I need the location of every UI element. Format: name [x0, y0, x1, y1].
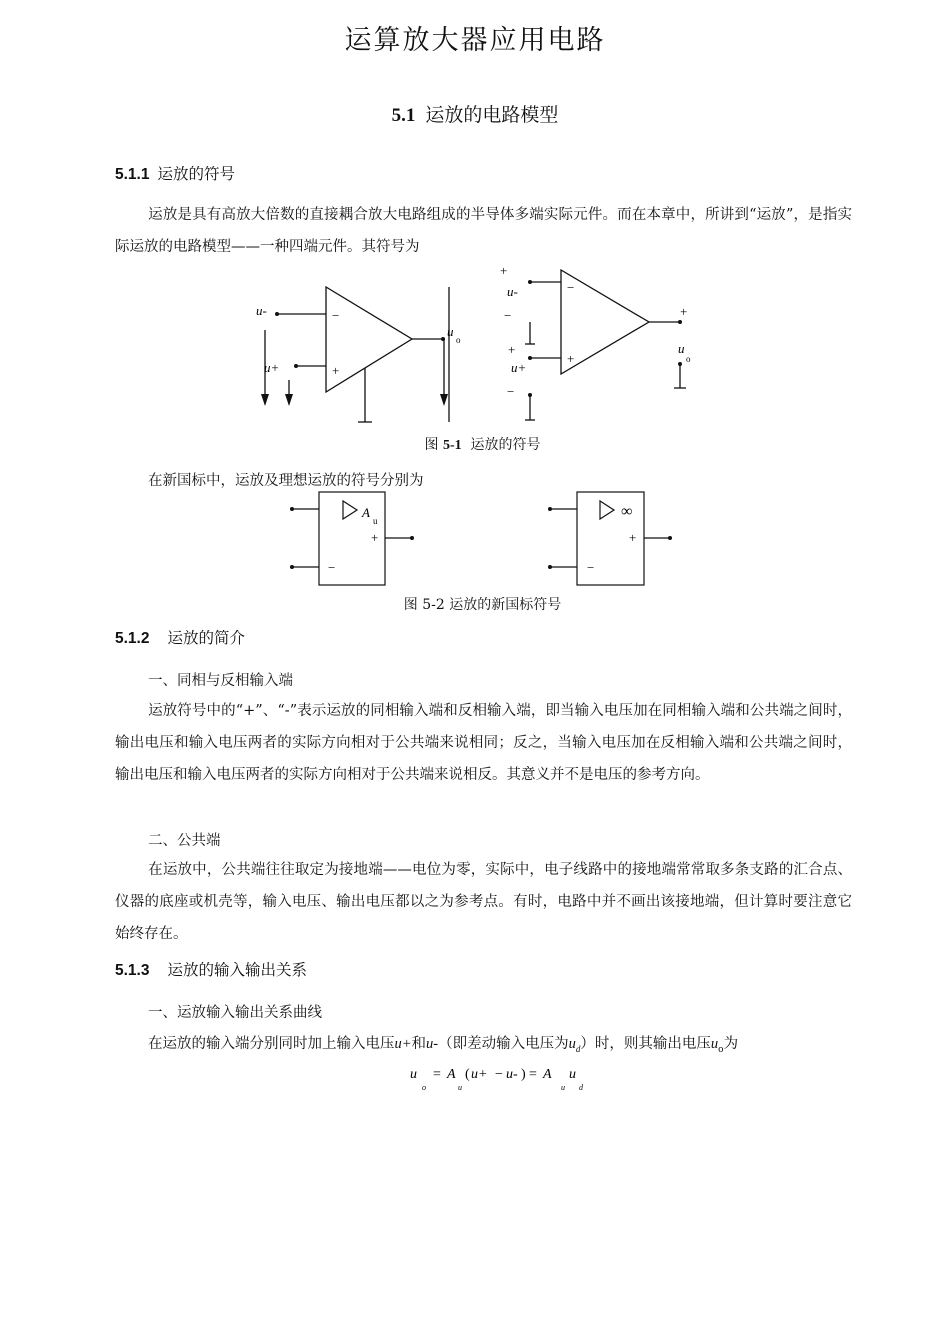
paragraph-io-relation: 在运放的输入端分别同时加上输入电压u+和u-（即差动输入电压为$u_d$）时，则其输出电压$u_o$为	[148, 1036, 739, 1055]
subsection-number: 5.1.3	[115, 962, 150, 979]
figure-5-1-caption: 图 5-1 运放的符号	[424, 437, 541, 453]
figure-5-1-opamp-symbols	[240, 262, 710, 432]
svg-text:=: =	[529, 1067, 537, 1082]
page-title: 运算放大器应用电路	[344, 25, 606, 56]
svg-text:−: −	[504, 308, 512, 323]
svg-text:d: d	[579, 1083, 583, 1092]
svg-text:u: u	[569, 1067, 576, 1082]
svg-text:+: +	[629, 530, 637, 545]
list-item-heading-1: 一、同相与反相输入端	[148, 673, 293, 689]
section-heading	[0, 100, 950, 127]
svg-text:−: −	[332, 308, 340, 323]
subsection-number: 5.1.1	[115, 166, 150, 183]
svg-text:(: (	[465, 1067, 470, 1082]
svg-text:u+: u+	[471, 1067, 488, 1082]
formula-output-voltage	[405, 1062, 595, 1096]
figure-5-2-caption: 图 5-2 运放的新国标符号	[403, 597, 562, 613]
list-item-heading-2: 二、公共端	[148, 833, 221, 849]
svg-text:u: u	[458, 1083, 462, 1092]
paragraph-intro: 运放是具有高放大倍数的直接耦合放大电路组成的半导体多端实际元件。而在本章中，所讲到“运放”，是指实际运放的电路模型——一种四端元件。其符号为	[115, 207, 852, 255]
svg-text:o: o	[686, 354, 691, 364]
svg-text:+: +	[680, 304, 688, 319]
svg-text:A: A	[362, 505, 370, 520]
figure-5-2-new-standard-symbols	[280, 488, 680, 590]
subsection-heading-513	[115, 958, 307, 980]
paragraph-input-terminals: 运放符号中的“+”、“-”表示运放的同相输入端和反相输入端，即当输入电压加在同相输入端和公共端之间时，输出电压和输入电压两者的实际方向相对于公共端来说相同；反之，当输入电压加在反相输入端和公共端之间时，输出电压和输入电压两者的实际方向相对于公共端来说相反。其意义并不是电压的参考方向。	[115, 703, 852, 783]
svg-text:=: =	[433, 1067, 441, 1082]
subsection-heading-512	[115, 626, 245, 648]
svg-text:A: A	[447, 1067, 456, 1082]
svg-text:−: −	[328, 560, 336, 575]
svg-text:+: +	[508, 342, 516, 357]
paragraph-new-standard: 在新国标中，运放及理想运放的符号分别为	[148, 473, 424, 489]
svg-text:+: +	[332, 363, 340, 378]
subsection-title: 运放的输入输出关系	[167, 961, 307, 979]
svg-text:+: +	[567, 351, 575, 366]
svg-text:u: u	[410, 1067, 417, 1082]
svg-text:o: o	[422, 1083, 426, 1092]
subsection-title: 运放的简介	[167, 629, 245, 647]
paragraph-common-terminal: 在运放中，公共端往往取定为接地端——电位为零，实际中，电子线路中的接地端常常取多条支路的汇合点、仪器的底座或机壳等，输入电压、输出电压都以之为参考点。有时，电路中并不画出该接地端，但计算时要注意它始终存在。	[115, 862, 852, 942]
svg-text:u-: u-	[256, 303, 267, 318]
svg-text:u-: u-	[506, 1067, 518, 1082]
svg-text:∞: ∞	[621, 503, 633, 520]
svg-text:u-: u-	[507, 284, 518, 299]
list-item-heading-3: 一、运放输入输出关系曲线	[148, 1005, 322, 1021]
svg-text:+: +	[371, 530, 379, 545]
svg-text:−: −	[507, 384, 515, 399]
svg-text:−: −	[587, 560, 595, 575]
subsection-title: 运放的符号	[157, 165, 235, 183]
svg-text:−: −	[567, 280, 575, 295]
svg-text:u+: u+	[511, 360, 527, 375]
svg-text:u: u	[561, 1083, 565, 1092]
svg-text:u: u	[373, 516, 378, 526]
svg-text:u+: u+	[264, 360, 280, 375]
svg-text:): )	[521, 1067, 526, 1082]
svg-text:+: +	[500, 263, 508, 278]
subsection-number: 5.1.2	[115, 630, 150, 647]
svg-text:−: −	[495, 1067, 503, 1082]
svg-text:u: u	[678, 341, 685, 356]
svg-text:o: o	[456, 335, 461, 345]
subsection-heading-511	[115, 162, 235, 184]
section-number: 5.1	[391, 105, 416, 126]
svg-text:u: u	[447, 324, 454, 339]
svg-text:A: A	[543, 1067, 552, 1082]
section-title: 运放的电路模型	[425, 104, 559, 126]
